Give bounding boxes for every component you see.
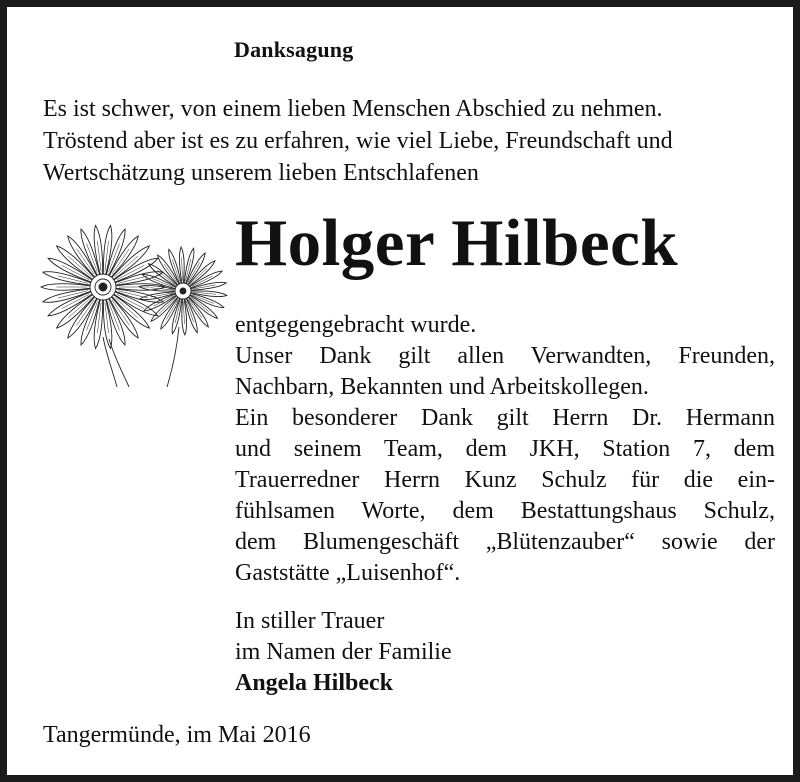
body-line: Ein besonderer Dank gilt Herrn Dr. Hermann: [235, 405, 775, 431]
thanks-body: [235, 310, 775, 589]
deceased-name: Holger Hilbeck: [235, 206, 679, 280]
flower-petal-vein: [191, 268, 207, 284]
intro-line: Es ist schwer, von einem lieben Menschen Abschied zu nehmen.: [43, 96, 663, 122]
flower-petal-vein: [183, 301, 184, 324]
intro-line: Wertschätzung unserem lieben Entschlafenen: [43, 160, 479, 186]
signer-name: Angela Hilbeck: [235, 670, 394, 696]
flower-illustration-icon: [37, 217, 231, 389]
closing-line: In stiller Trauer: [235, 608, 385, 634]
body-line: entgegengebracht wurde.: [235, 312, 477, 338]
body-line: dem Blumengeschäft „Blütenzauber“ sowie der: [235, 529, 775, 555]
intro-text: [43, 93, 778, 189]
notice-heading: Danksagung: [234, 37, 354, 62]
body-line: fühlsamen Worte, dem Bestattungshaus Schulz,: [235, 498, 775, 524]
flower-petal-vein: [182, 258, 183, 281]
body-line: Unser Dank gilt allen Verwandten, Freunden,: [235, 343, 775, 369]
body-line: Gaststätte „Luisenhof“.: [235, 560, 461, 586]
intro-line: Tröstend aber ist es zu erfahren, wie viel Liebe, Freundschaft und: [43, 128, 673, 154]
body-line: Nachbarn, Bekannten und Arbeitskollegen.: [235, 374, 649, 400]
place-date: Tangermünde, im Mai 2016: [43, 722, 311, 748]
body-line: und seinem Team, dem JKH, Station 7, dem: [235, 436, 775, 462]
closing-block: [235, 606, 452, 699]
closing-line: im Namen der Familie: [235, 639, 452, 665]
body-line: Trauerredner Herrn Kunz Schulz für die ein-: [235, 467, 775, 493]
